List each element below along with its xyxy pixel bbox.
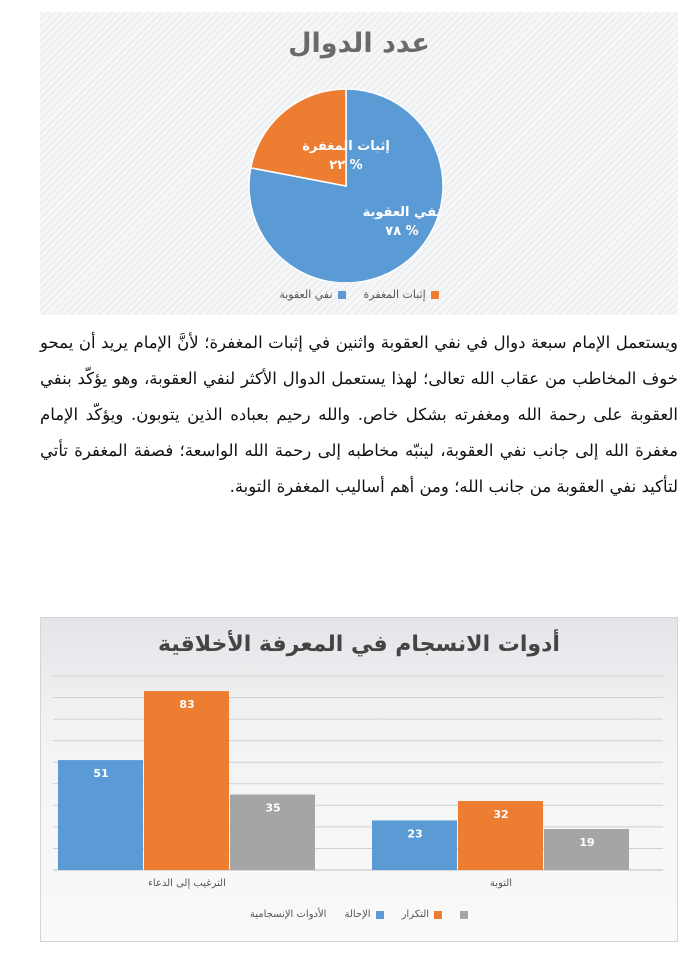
pie-slice-label: إثبات المغفرة: [302, 139, 390, 154]
bar-value-label: 35: [265, 801, 281, 815]
pie-chart-title: عدد الدوال: [288, 28, 430, 59]
bar-legend-item-title: [250, 909, 327, 920]
bar-legend-item-reference: [344, 909, 383, 920]
pie-legend-item-punishment: [279, 288, 345, 301]
bar-legend-swatch-orange: [434, 911, 442, 919]
bar-legend-item-repetition: [402, 909, 443, 920]
bar-value-label: 83: [179, 698, 195, 712]
bar-value-label: 23: [407, 827, 423, 841]
bar-legend-swatch-gray: [460, 911, 468, 919]
pie-slice-value: ٢٢ %: [329, 158, 363, 173]
bar-category-label: الترغيب إلى الدعاء: [148, 878, 226, 889]
bar-value-label: 19: [579, 836, 595, 850]
bar-legend-swatch-blue: [376, 911, 384, 919]
bar-value-label: 51: [93, 767, 109, 781]
bar-chart: [41, 618, 677, 903]
bar-legend-item-gray: [460, 911, 468, 919]
bar-category-label: التوبة: [489, 878, 513, 889]
body-paragraph: ويستعمل الإمام سبعة دوال في نفي العقوبة واثنين في إثبات المغفرة؛ لأنَّ الإمام يريد أن يمحو خوف المخاطب من عقاب الله تعالى؛ لهذا يستعمل الدوال الأكثر لنفي العقوبة، وهو يؤكّد بنفي العقوبة على رحمة الله ومغفرته بشكل خاص. والله رحيم بعباده الذين يتوبون. ويؤكّد الإمام مغفرة الله إلى جانب نفي العقوبة، لينبّه مخاطبه إلى رحمة الله الواسعة؛ فصفة المغفرة تأتي لتأكيد نفي العقوبة من جانب الله؛ ومن أهم أساليب المغفرة التوبة.: [40, 333, 678, 496]
pie-legend-swatch-orange: [431, 291, 439, 299]
bar-legend: [41, 909, 677, 920]
pie-slice-value: ٧٨ %: [385, 224, 419, 239]
pie-chart-panel: [40, 12, 678, 315]
bar-chart-title: أدوات الانسجام في المعرفة الأخلاقية: [158, 632, 560, 657]
pie-slice-label: نفي العقوبة: [362, 205, 442, 220]
pie-legend-label: إثبات المغفرة: [363, 288, 426, 301]
bar-value-label: 32: [493, 808, 509, 822]
pie-legend-item-forgiveness: [364, 288, 439, 301]
bar-legend-title: الأدوات الإنسجامية: [249, 909, 327, 920]
pie-chart: [40, 12, 678, 282]
pie-legend-swatch-blue: [338, 291, 346, 299]
bar-chart-panel: [40, 617, 678, 942]
pie-legend-label: نفي العقوبة: [279, 288, 333, 301]
bar: [144, 691, 229, 870]
pie-legend: [40, 288, 678, 301]
bar-legend-label: الإحالة: [344, 909, 371, 920]
bar-legend-label: التكرار: [401, 909, 430, 920]
